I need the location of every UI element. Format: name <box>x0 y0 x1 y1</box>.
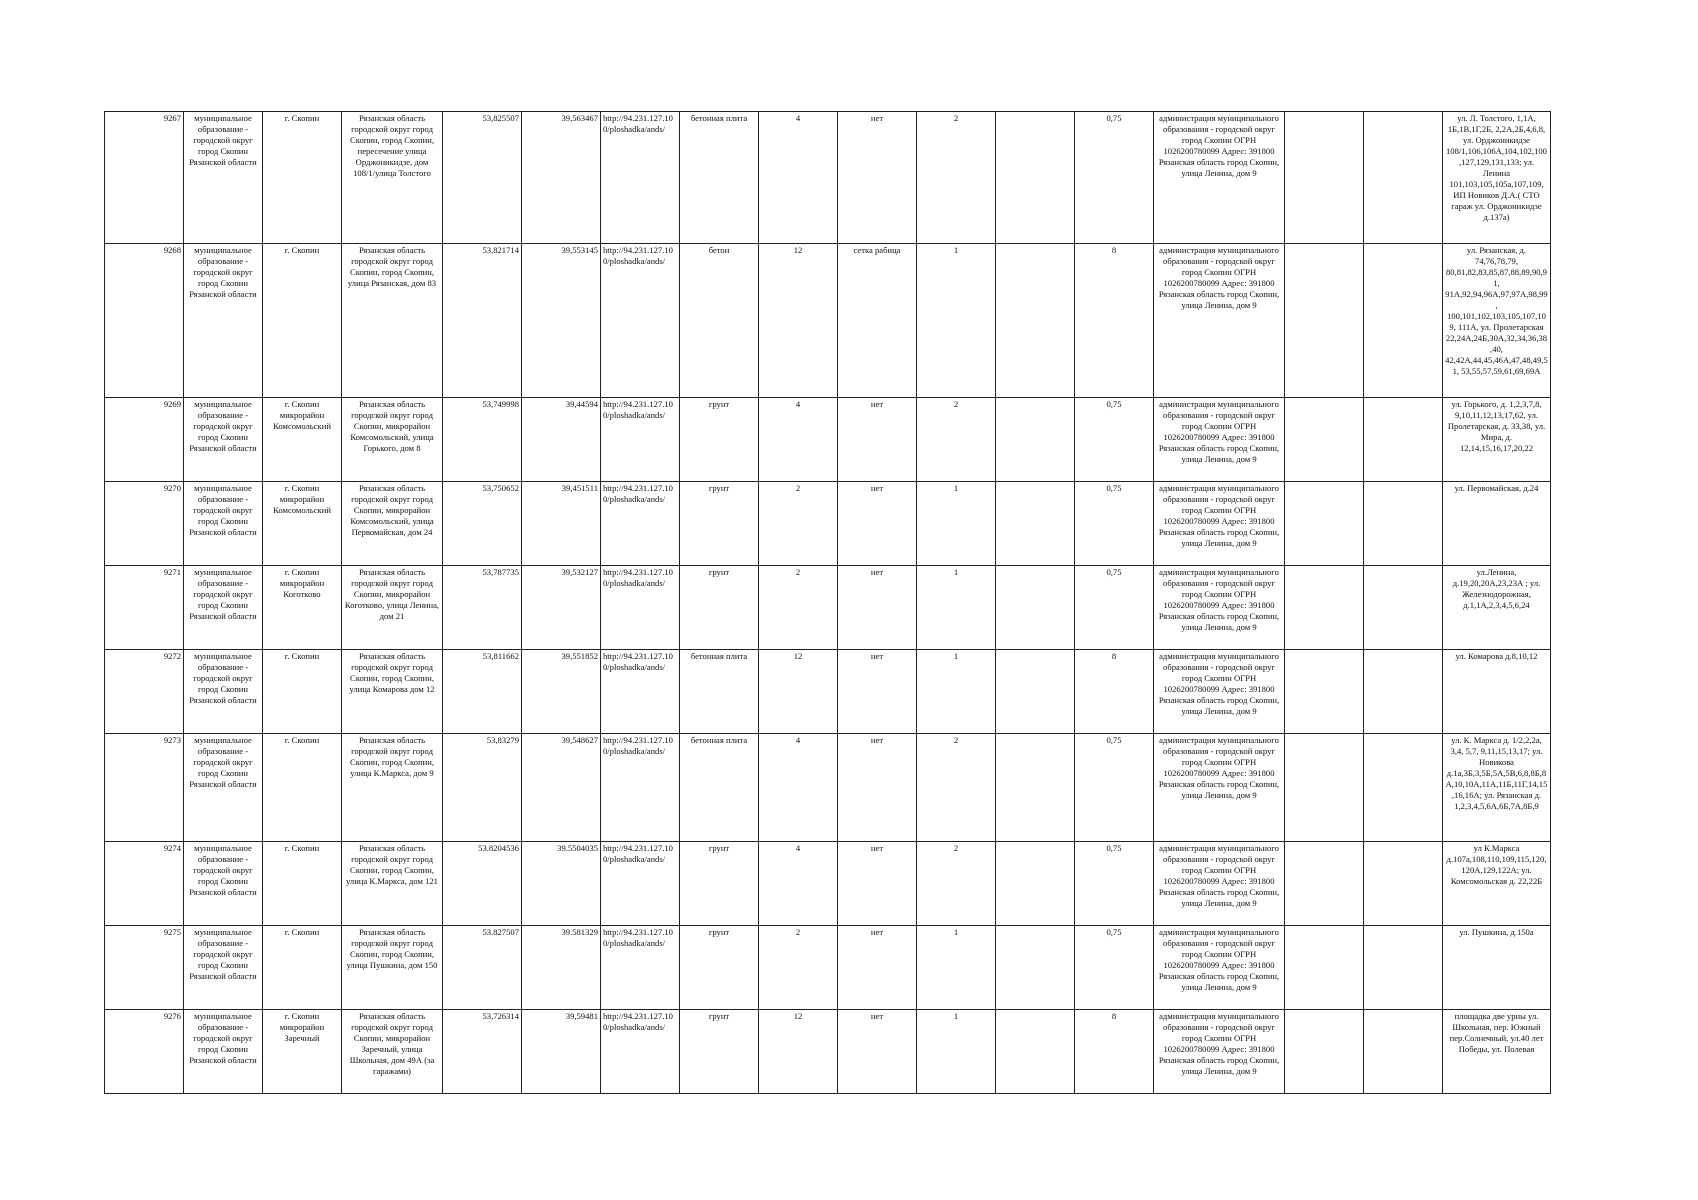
area-cell: 12 <box>759 650 838 734</box>
containers-count-cell: 1 <box>917 482 996 566</box>
empty-cell <box>996 650 1075 734</box>
waste-sources-cell: ул. Первомайская, д.24 <box>1443 482 1551 566</box>
longitude-cell: 39.581329 <box>522 926 601 1010</box>
owner-type-cell: муниципальное образование - городской округ город Скопин Рязанской области <box>184 482 263 566</box>
longitude-cell: 39,548627 <box>522 734 601 842</box>
fence-cell: нет <box>838 1010 917 1094</box>
surface-cell: грунт <box>680 398 759 482</box>
map-link-cell: http://94.231.127.100/ploshadka/ands/ <box>601 926 680 1010</box>
containers-count-cell: 1 <box>917 926 996 1010</box>
latitude-cell: 53,821714 <box>443 244 522 398</box>
table-row <box>105 734 1551 842</box>
surface-cell: бетонная плита <box>680 112 759 244</box>
address-cell: Рязанская область городской округ город Скопин, микрорайон Коготково, улица Ленина, дом 21 <box>342 566 443 650</box>
map-link-cell: http://94.231.127.100/ploshadka/ands/ <box>601 734 680 842</box>
containers-count-cell: 2 <box>917 398 996 482</box>
latitude-cell: 53.8204536 <box>443 842 522 926</box>
operator-cell: администрация муниципального образования - городской округ город Скопин ОГРН 1026200780099 Адрес: 391800 Рязанская область город Скопин, улица Ленина, дом 9 <box>1154 112 1285 244</box>
empty-cell <box>996 244 1075 398</box>
longitude-cell: 39,553145 <box>522 244 601 398</box>
empty-cell <box>1364 482 1443 566</box>
map-link-cell: http://94.231.127.100/ploshadka/ands/ <box>601 650 680 734</box>
latitude-cell: 53,750652 <box>443 482 522 566</box>
container-volume-cell: 0,75 <box>1075 734 1154 842</box>
empty-cell <box>1364 566 1443 650</box>
container-volume-cell: 0,75 <box>1075 926 1154 1010</box>
area-cell: 2 <box>759 926 838 1010</box>
longitude-cell: 39,59481 <box>522 1010 601 1094</box>
container-volume-cell: 8 <box>1075 650 1154 734</box>
container-volume-cell: 0,75 <box>1075 398 1154 482</box>
fence-cell: нет <box>838 734 917 842</box>
locality-cell: г. Скопин микрорайон Заречный <box>263 1010 342 1094</box>
longitude-cell: 39,532127 <box>522 566 601 650</box>
operator-cell: администрация муниципального образования - городской округ город Скопин ОГРН 1026200780099 Адрес: 391800 Рязанская область город Скопин, улица Ленина, дом 9 <box>1154 734 1285 842</box>
operator-cell: администрация муниципального образования - городской округ город Скопин ОГРН 1026200780099 Адрес: 391800 Рязанская область город Скопин, улица Ленина, дом 9 <box>1154 650 1285 734</box>
containers-count-cell: 2 <box>917 112 996 244</box>
empty-cell <box>996 112 1075 244</box>
operator-cell: администрация муниципального образования - городской округ город Скопин ОГРН 1026200780099 Адрес: 391800 Рязанская область город Скопин, улица Ленина, дом 9 <box>1154 398 1285 482</box>
map-link-cell: http://94.231.127.100/ploshadka/ands/ <box>601 244 680 398</box>
waste-sources-cell: площадка две урны ул. Школьная, пер. Южный пер.Солнечный, ул.40 лет Победы, ул. Полевая <box>1443 1010 1551 1094</box>
latitude-cell: 53,825507 <box>443 112 522 244</box>
empty-cell <box>996 734 1075 842</box>
longitude-cell: 39.5504035 <box>522 842 601 926</box>
waste-sites-table <box>104 111 1551 1094</box>
owner-type-cell: муниципальное образование - городской округ город Скопин Рязанской области <box>184 244 263 398</box>
owner-type-cell: муниципальное образование - городской округ город Скопин Рязанской области <box>184 650 263 734</box>
latitude-cell: 53,83279 <box>443 734 522 842</box>
address-cell: Рязанская область городской округ город Скопин, город Скопин, улица К.Маркса, дом 121 <box>342 842 443 926</box>
table-row <box>105 112 1551 244</box>
map-link-cell: http://94.231.127.100/ploshadka/ands/ <box>601 398 680 482</box>
site-id: 9273 <box>105 734 184 842</box>
container-volume-cell: 0,75 <box>1075 842 1154 926</box>
locality-cell: г. Скопин микрорайон Коготково <box>263 566 342 650</box>
locality-cell: г. Скопин микрорайон Комсомольский <box>263 482 342 566</box>
locality-cell: г. Скопин <box>263 926 342 1010</box>
empty-cell <box>1285 482 1364 566</box>
map-link-cell: http://94.231.127.100/ploshadka/ands/ <box>601 566 680 650</box>
address-cell: Рязанская область городской округ город Скопин, город Скопин, пересечение улица Орджоникидзе, дом 108/1/улица Толстого <box>342 112 443 244</box>
empty-cell <box>1364 244 1443 398</box>
container-volume-cell: 8 <box>1075 244 1154 398</box>
fence-cell: нет <box>838 650 917 734</box>
site-id: 9267 <box>105 112 184 244</box>
area-cell: 4 <box>759 842 838 926</box>
site-id: 9270 <box>105 482 184 566</box>
address-cell: Рязанская область городской округ город Скопин, город Скопин, улица К.Маркса, дом 9 <box>342 734 443 842</box>
empty-cell <box>1285 842 1364 926</box>
address-cell: Рязанская область городской округ город Скопин, микрорайон Комсомольский, улица Горького, дом 8 <box>342 398 443 482</box>
containers-count-cell: 2 <box>917 734 996 842</box>
fence-cell: нет <box>838 398 917 482</box>
empty-cell <box>1285 1010 1364 1094</box>
surface-cell: грунт <box>680 1010 759 1094</box>
owner-type-cell: муниципальное образование - городской округ город Скопин Рязанской области <box>184 1010 263 1094</box>
waste-sources-cell: ул. Горького, д. 1,2,3,7,8, 9,10,11,12,13,17,62, ул. Пролетарская, д. 33,38, ул. Мира, д. 12,14,15,16,17,20,22 <box>1443 398 1551 482</box>
operator-cell: администрация муниципального образования - городской округ город Скопин ОГРН 1026200780099 Адрес: 391800 Рязанская область город Скопин, улица Ленина, дом 9 <box>1154 482 1285 566</box>
longitude-cell: 39,44594 <box>522 398 601 482</box>
site-id: 9276 <box>105 1010 184 1094</box>
area-cell: 4 <box>759 398 838 482</box>
site-id: 9269 <box>105 398 184 482</box>
fence-cell: сетка рабица <box>838 244 917 398</box>
fence-cell: нет <box>838 112 917 244</box>
surface-cell: бетонная плита <box>680 650 759 734</box>
surface-cell: бетонная плита <box>680 734 759 842</box>
longitude-cell: 39,551852 <box>522 650 601 734</box>
address-cell: Рязанская область городской округ город Скопин, микрорайон Заречный, улица Школьная, дом 49А (за гаражами) <box>342 1010 443 1094</box>
locality-cell: г. Скопин <box>263 650 342 734</box>
site-id: 9274 <box>105 842 184 926</box>
table-row <box>105 398 1551 482</box>
latitude-cell: 53,726314 <box>443 1010 522 1094</box>
containers-count-cell: 2 <box>917 842 996 926</box>
empty-cell <box>1364 112 1443 244</box>
address-cell: Рязанская область городской округ город Скопин, город Скопин, улица Комарова дом 12 <box>342 650 443 734</box>
operator-cell: администрация муниципального образования - городской округ город Скопин ОГРН 1026200780099 Адрес: 391800 Рязанская область город Скопин, улица Ленина, дом 9 <box>1154 926 1285 1010</box>
waste-sources-cell: ул.Ленина, д.19,20,20А,23,23А ; ул. Железнодорожная, д.1,1А,2,3,4,5,6,24 <box>1443 566 1551 650</box>
empty-cell <box>996 926 1075 1010</box>
owner-type-cell: муниципальное образование - городской округ город Скопин Рязанской области <box>184 734 263 842</box>
latitude-cell: 53.827507 <box>443 926 522 1010</box>
fence-cell: нет <box>838 482 917 566</box>
area-cell: 12 <box>759 244 838 398</box>
area-cell: 4 <box>759 112 838 244</box>
containers-count-cell: 1 <box>917 566 996 650</box>
longitude-cell: 39,563467 <box>522 112 601 244</box>
locality-cell: г. Скопин <box>263 244 342 398</box>
empty-cell <box>1364 734 1443 842</box>
map-link-cell: http://94.231.127.100/ploshadka/ands/ <box>601 842 680 926</box>
waste-sources-cell: ул. Комарова д.8,10,12 <box>1443 650 1551 734</box>
empty-cell <box>1364 650 1443 734</box>
table-row <box>105 926 1551 1010</box>
table-body <box>105 112 1551 1094</box>
empty-cell <box>1285 112 1364 244</box>
locality-cell: г. Скопин микрорайон Комсомольский <box>263 398 342 482</box>
table-row <box>105 1010 1551 1094</box>
address-cell: Рязанская область городской округ город Скопин, город Скопин, улица Пушкина, дом 150 <box>342 926 443 1010</box>
area-cell: 4 <box>759 734 838 842</box>
longitude-cell: 39,451511 <box>522 482 601 566</box>
containers-count-cell: 1 <box>917 650 996 734</box>
area-cell: 2 <box>759 566 838 650</box>
surface-cell: грунт <box>680 566 759 650</box>
empty-cell <box>996 482 1075 566</box>
containers-count-cell: 1 <box>917 244 996 398</box>
owner-type-cell: муниципальное образование - городской округ город Скопин Рязанской области <box>184 566 263 650</box>
area-cell: 12 <box>759 1010 838 1094</box>
table-row <box>105 650 1551 734</box>
empty-cell <box>1285 650 1364 734</box>
table-row <box>105 244 1551 398</box>
locality-cell: г. Скопин <box>263 734 342 842</box>
address-cell: Рязанская область городской округ город Скопин, микрорайон Комсомольский, улица Первомайская, дом 24 <box>342 482 443 566</box>
map-link-cell: http://94.231.127.100/ploshadka/ands/ <box>601 482 680 566</box>
empty-cell <box>1285 926 1364 1010</box>
table-row <box>105 842 1551 926</box>
latitude-cell: 53,811662 <box>443 650 522 734</box>
empty-cell <box>1364 1010 1443 1094</box>
owner-type-cell: муниципальное образование - городской округ город Скопин Рязанской области <box>184 112 263 244</box>
waste-sources-cell: ул. Рязанская, д. 74,76,78,79, 80,81,82,83,85,87,88,89,90,91, 91А,92,94,96А,97,97А,98,99, 100,101,102,103,105,107,109, 111А, ул. Пролетарская 22,24А,24Б,30А,32,34,36,38,40, 42,42А,44,45,46А,47,48,49,51, 53,55,57,59,61,69,69А <box>1443 244 1551 398</box>
map-link-cell: http://94.231.127.100/ploshadka/ands/ <box>601 1010 680 1094</box>
owner-type-cell: муниципальное образование - городской округ город Скопин Рязанской области <box>184 926 263 1010</box>
waste-sources-cell: ул К.Маркса д.107а,108,110,109,115,120,120А,129,122А; ул. Комсомольская д. 22,22Б <box>1443 842 1551 926</box>
locality-cell: г. Скопин <box>263 842 342 926</box>
container-volume-cell: 0,75 <box>1075 482 1154 566</box>
surface-cell: грунт <box>680 842 759 926</box>
empty-cell <box>1285 244 1364 398</box>
table-row <box>105 566 1551 650</box>
fence-cell: нет <box>838 566 917 650</box>
latitude-cell: 53,787735 <box>443 566 522 650</box>
empty-cell <box>1364 926 1443 1010</box>
surface-cell: грунт <box>680 482 759 566</box>
containers-count-cell: 1 <box>917 1010 996 1094</box>
owner-type-cell: муниципальное образование - городской округ город Скопин Рязанской области <box>184 842 263 926</box>
map-link-cell: http://94.231.127.100/ploshadka/ands/ <box>601 112 680 244</box>
empty-cell <box>996 566 1075 650</box>
empty-cell <box>1364 398 1443 482</box>
waste-sources-cell: ул. Пушкина, д.150а <box>1443 926 1551 1010</box>
operator-cell: администрация муниципального образования - городской округ город Скопин ОГРН 1026200780099 Адрес: 391800 Рязанская область город Скопин, улица Ленина, дом 9 <box>1154 1010 1285 1094</box>
waste-sources-cell: ул. К. Маркса д. 1/2,2,2а, 3,4, 5,7, 9,11,15,13,17; ул. Новикова д.1а,3Б,3,5Б,5А,5В,6,8,8Б,8А,10,10А,11А,11Б,11Г,14,15,16,16А; ул. Рязанская д. 1,2,3,4,5,6А,6Б,7А,8Б,9 <box>1443 734 1551 842</box>
surface-cell: бетон <box>680 244 759 398</box>
site-id: 9272 <box>105 650 184 734</box>
empty-cell <box>996 842 1075 926</box>
operator-cell: администрация муниципального образования - городской округ город Скопин ОГРН 1026200780099 Адрес: 391800 Рязанская область город Скопин, улица Ленина, дом 9 <box>1154 842 1285 926</box>
empty-cell <box>1364 842 1443 926</box>
operator-cell: администрация муниципального образования - городской округ город Скопин ОГРН 1026200780099 Адрес: 391800 Рязанская область город Скопин, улица Ленина, дом 9 <box>1154 566 1285 650</box>
site-id: 9271 <box>105 566 184 650</box>
operator-cell: администрация муниципального образования - городской округ город Скопин ОГРН 1026200780099 Адрес: 391800 Рязанская область город Скопин, улица Ленина, дом 9 <box>1154 244 1285 398</box>
site-id: 9268 <box>105 244 184 398</box>
table-row <box>105 482 1551 566</box>
empty-cell <box>996 1010 1075 1094</box>
container-volume-cell: 0,75 <box>1075 112 1154 244</box>
container-volume-cell: 0,75 <box>1075 566 1154 650</box>
latitude-cell: 53,749998 <box>443 398 522 482</box>
site-id: 9275 <box>105 926 184 1010</box>
surface-cell: грунт <box>680 926 759 1010</box>
locality-cell: г. Скопин <box>263 112 342 244</box>
fence-cell: нет <box>838 926 917 1010</box>
empty-cell <box>996 398 1075 482</box>
container-volume-cell: 8 <box>1075 1010 1154 1094</box>
empty-cell <box>1285 734 1364 842</box>
fence-cell: нет <box>838 842 917 926</box>
owner-type-cell: муниципальное образование - городской округ город Скопин Рязанской области <box>184 398 263 482</box>
area-cell: 2 <box>759 482 838 566</box>
waste-sources-cell: ул. Л. Толстого, 1,1А, 1Б,1В,1Г,2Б, 2,2А,2Б,4,6,8, ул. Орджоникидзе 108/1,106,106А,104,102,100,127,129,131,133; ул. Ленина 101,103,105,105а,107,109, ИП Новиков Д.А.( СТО гараж ул. Орджоникидзе д.137а) <box>1443 112 1551 244</box>
address-cell: Рязанская область городской округ город Скопин, город Скопин, улица Рязанская, дом 83 <box>342 244 443 398</box>
empty-cell <box>1285 398 1364 482</box>
empty-cell <box>1285 566 1364 650</box>
